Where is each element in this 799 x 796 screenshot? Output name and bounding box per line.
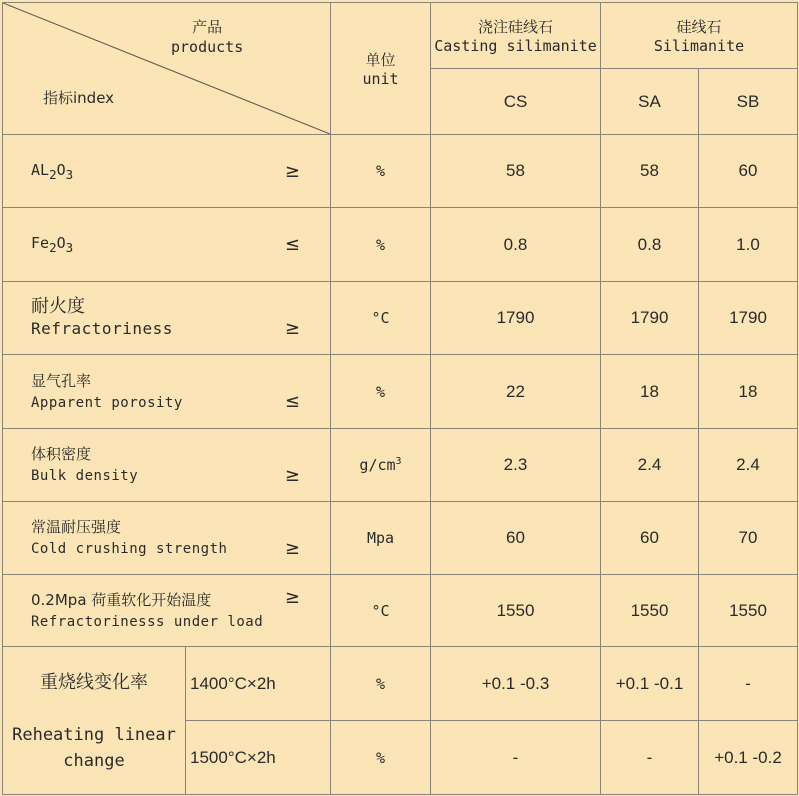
reheating-1400-unit: %	[331, 647, 431, 721]
refractoriness-sb: 1790	[699, 282, 798, 355]
reheating-1500-sb: +0.1 -0.2	[699, 721, 798, 795]
gte-symbol: ≥	[284, 538, 300, 559]
density-cs: 2.3	[431, 429, 601, 502]
refractoriness-label: 耐火度 Refractoriness ≥	[3, 282, 331, 355]
crushing-sb: 70	[699, 502, 798, 575]
refractoriness-cs: 1790	[431, 282, 601, 355]
lte-symbol: ≤	[284, 234, 300, 255]
reheating-1400-sa: +0.1 -0.1	[601, 647, 699, 721]
fe2o3-sa: 0.8	[601, 208, 699, 282]
al2o3-label: $AL_2O_3$ ≥	[3, 135, 331, 208]
fe2o3-sb: 1.0	[699, 208, 798, 282]
reheating-1500-cs: -	[431, 721, 601, 795]
casting-silimanite-header: 浇注硅线石 Casting silimanite	[431, 3, 601, 69]
fe2o3-label: $Fe_2O_3$ ≤	[3, 208, 331, 282]
crushing-cs: 60	[431, 502, 601, 575]
al2o3-cs: 58	[431, 135, 601, 208]
refractoriness-unit: °C	[331, 282, 431, 355]
diagonal-header-cell	[3, 3, 331, 135]
reheating-1400-sb: -	[699, 647, 798, 721]
al2o3-sa: 58	[601, 135, 699, 208]
col-sa-header: SA	[601, 69, 699, 135]
fe2o3-unit: %	[331, 208, 431, 282]
density-sb: 2.4	[699, 429, 798, 502]
porosity-unit: %	[331, 355, 431, 429]
crushing-label: 常温耐压强度 Cold crushing strength ≥	[3, 502, 331, 575]
al2o3-unit: %	[331, 135, 431, 208]
density-unit: $g/cm^3$	[331, 429, 431, 502]
porosity-sa: 18	[601, 355, 699, 429]
al2o3-sb: 60	[699, 135, 798, 208]
porosity-sb: 18	[699, 355, 798, 429]
crushing-sa: 60	[601, 502, 699, 575]
reheating-cond-1500: 1500°C×2h	[186, 721, 331, 795]
products-label: 产品 products	[171, 18, 244, 56]
gte-symbol: ≥	[284, 465, 300, 486]
silimanite-header: 硅线石 Silimanite	[601, 3, 798, 69]
unit-header: 单位 unit	[331, 3, 431, 135]
rul-sb: 1550	[699, 575, 798, 647]
refractoriness-sa: 1790	[601, 282, 699, 355]
gte-symbol: ≥	[284, 318, 300, 339]
fe2o3-cs: 0.8	[431, 208, 601, 282]
porosity-cs: 22	[431, 355, 601, 429]
col-sb-header: SB	[699, 69, 798, 135]
reheating-1500-unit: %	[331, 721, 431, 795]
lte-symbol: ≤	[284, 391, 300, 412]
reheating-1500-sa: -	[601, 721, 699, 795]
rul-unit: °C	[331, 575, 431, 647]
index-label: 指标index	[43, 89, 115, 107]
porosity-label: 显气孔率 Apparent porosity ≤	[3, 355, 331, 429]
gte-symbol: ≥	[284, 587, 300, 608]
rul-cs: 1550	[431, 575, 601, 647]
reheating-1400-cs: +0.1 -0.3	[431, 647, 601, 721]
density-sa: 2.4	[601, 429, 699, 502]
density-label: 体积密度 Bulk density ≥	[3, 429, 331, 502]
col-cs-header: CS	[431, 69, 601, 135]
reheating-label: 重烧线变化率 Reheating linear change	[3, 647, 186, 795]
rul-label: 0.2Mpa 荷重软化开始温度 Refractorinesss under load ≥	[3, 575, 331, 647]
gte-symbol: ≥	[284, 160, 300, 182]
diagonal-line	[3, 3, 330, 134]
reheating-cond-1400: 1400°C×2h	[186, 647, 331, 721]
property-table	[2, 2, 798, 795]
crushing-unit: Mpa	[331, 502, 431, 575]
rul-sa: 1550	[601, 575, 699, 647]
